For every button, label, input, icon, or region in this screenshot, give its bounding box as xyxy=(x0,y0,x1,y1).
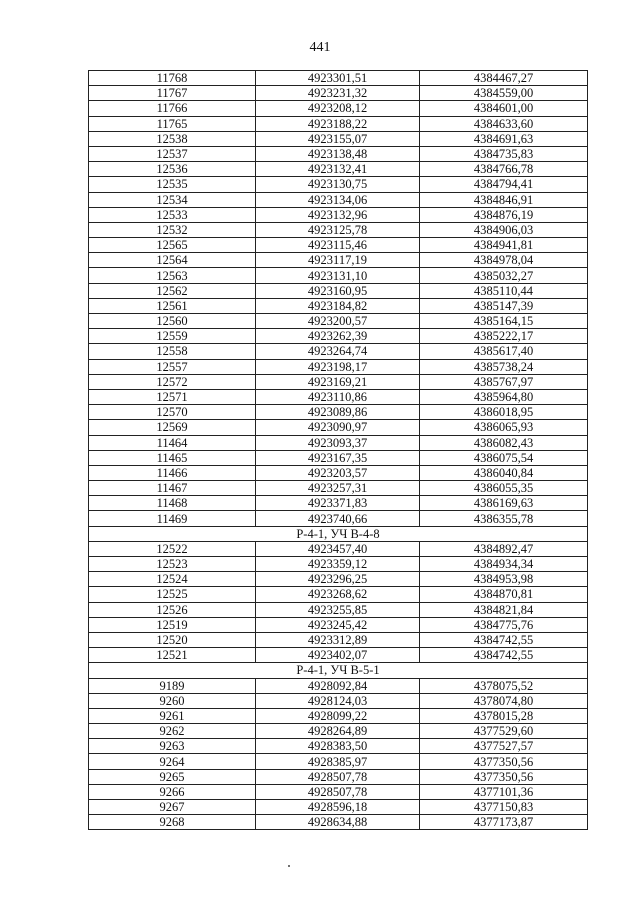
table-row xyxy=(89,800,588,815)
table-row xyxy=(89,101,588,116)
table-row xyxy=(89,238,588,253)
table-row xyxy=(89,557,588,572)
y-coordinate-cell: 4386040,84 xyxy=(420,465,588,480)
point-number-cell: 11469 xyxy=(89,511,256,526)
point-number-cell: 11466 xyxy=(89,465,256,480)
y-coordinate-cell: 4384821,84 xyxy=(420,602,588,617)
table-row xyxy=(89,784,588,799)
y-coordinate-cell: 4378015,28 xyxy=(420,708,588,723)
y-coordinate-cell: 4384559,00 xyxy=(420,86,588,101)
y-coordinate-cell: 4377101,36 xyxy=(420,784,588,799)
y-coordinate-cell: 4386082,43 xyxy=(420,435,588,450)
point-number-cell: 12535 xyxy=(89,177,256,192)
x-coordinate-cell: 4923301,51 xyxy=(256,71,420,86)
point-number-cell: 12571 xyxy=(89,389,256,404)
point-number-cell: 9264 xyxy=(89,754,256,769)
point-number-cell: 9267 xyxy=(89,800,256,815)
y-coordinate-cell: 4384601,00 xyxy=(420,101,588,116)
x-coordinate-cell: 4923268,62 xyxy=(256,587,420,602)
table-row xyxy=(89,511,588,526)
table-row xyxy=(89,131,588,146)
point-number-cell: 12520 xyxy=(89,632,256,647)
table-row xyxy=(89,71,588,86)
point-number-cell: 12526 xyxy=(89,602,256,617)
x-coordinate-cell: 4928383,50 xyxy=(256,739,420,754)
y-coordinate-cell: 4385767,97 xyxy=(420,374,588,389)
page-number: 441 xyxy=(309,40,331,55)
point-number-cell: 12560 xyxy=(89,314,256,329)
x-coordinate-cell: 4923169,21 xyxy=(256,374,420,389)
table-row xyxy=(89,678,588,693)
y-coordinate-cell: 4384467,27 xyxy=(420,71,588,86)
point-number-cell: 12524 xyxy=(89,572,256,587)
table-row xyxy=(89,450,588,465)
table-row xyxy=(89,177,588,192)
point-number-cell: 12565 xyxy=(89,238,256,253)
y-coordinate-cell: 4385617,40 xyxy=(420,344,588,359)
table-row xyxy=(89,769,588,784)
y-coordinate-cell: 4377529,60 xyxy=(420,724,588,739)
table-row xyxy=(89,298,588,313)
table-row xyxy=(89,86,588,101)
x-coordinate-cell: 4923208,12 xyxy=(256,101,420,116)
table-row xyxy=(89,146,588,161)
x-coordinate-cell: 4928596,18 xyxy=(256,800,420,815)
table-row xyxy=(89,632,588,647)
table-row xyxy=(89,693,588,708)
y-coordinate-cell: 4384870,81 xyxy=(420,587,588,602)
point-number-cell: 11765 xyxy=(89,116,256,131)
point-number-cell: 9268 xyxy=(89,815,256,830)
table-row xyxy=(89,496,588,511)
x-coordinate-cell: 4923155,07 xyxy=(256,131,420,146)
y-coordinate-cell: 4385738,24 xyxy=(420,359,588,374)
table-row xyxy=(89,359,588,374)
x-coordinate-cell: 4923132,41 xyxy=(256,162,420,177)
point-number-cell: 12532 xyxy=(89,222,256,237)
y-coordinate-cell: 4385110,44 xyxy=(420,283,588,298)
table-row xyxy=(89,572,588,587)
table-row xyxy=(89,420,588,435)
y-coordinate-cell: 4386355,78 xyxy=(420,511,588,526)
y-coordinate-cell: 4384794,41 xyxy=(420,177,588,192)
table-row xyxy=(89,648,588,663)
point-number-cell: 11767 xyxy=(89,86,256,101)
x-coordinate-cell: 4923262,39 xyxy=(256,329,420,344)
point-number-cell: 12558 xyxy=(89,344,256,359)
point-number-cell: 12523 xyxy=(89,557,256,572)
point-number-cell: 9260 xyxy=(89,693,256,708)
table-row xyxy=(89,162,588,177)
table-row xyxy=(89,253,588,268)
x-coordinate-cell: 4923457,40 xyxy=(256,541,420,556)
y-coordinate-cell: 4384906,03 xyxy=(420,222,588,237)
x-coordinate-cell: 4923359,12 xyxy=(256,557,420,572)
table-row xyxy=(89,587,588,602)
section-header-row xyxy=(89,526,588,541)
x-coordinate-cell: 4923257,31 xyxy=(256,481,420,496)
table-row xyxy=(89,617,588,632)
coordinates-table-body xyxy=(89,71,588,830)
y-coordinate-cell: 4384934,34 xyxy=(420,557,588,572)
y-coordinate-cell: 4378075,52 xyxy=(420,678,588,693)
x-coordinate-cell: 4923138,48 xyxy=(256,146,420,161)
coordinates-table xyxy=(88,70,588,830)
point-number-cell: 12537 xyxy=(89,146,256,161)
x-coordinate-cell: 4923131,10 xyxy=(256,268,420,283)
y-coordinate-cell: 4377350,56 xyxy=(420,754,588,769)
x-coordinate-cell: 4923198,17 xyxy=(256,359,420,374)
table-row xyxy=(89,708,588,723)
point-number-cell: 9263 xyxy=(89,739,256,754)
y-coordinate-cell: 4377350,56 xyxy=(420,769,588,784)
section-title: Р-4-1, УЧ В-4-8 xyxy=(89,526,588,541)
x-coordinate-cell: 4928385,97 xyxy=(256,754,420,769)
point-number-cell: 11468 xyxy=(89,496,256,511)
x-coordinate-cell: 4923188,22 xyxy=(256,116,420,131)
point-number-cell: 9266 xyxy=(89,784,256,799)
x-coordinate-cell: 4923264,74 xyxy=(256,344,420,359)
x-coordinate-cell: 4923093,37 xyxy=(256,435,420,450)
y-coordinate-cell: 4378074,80 xyxy=(420,693,588,708)
y-coordinate-cell: 4384775,76 xyxy=(420,617,588,632)
y-coordinate-cell: 4386065,93 xyxy=(420,420,588,435)
y-coordinate-cell: 4384953,98 xyxy=(420,572,588,587)
table-row xyxy=(89,602,588,617)
y-coordinate-cell: 4384876,19 xyxy=(420,207,588,222)
table-row xyxy=(89,374,588,389)
y-coordinate-cell: 4385222,17 xyxy=(420,329,588,344)
x-coordinate-cell: 4923200,57 xyxy=(256,314,420,329)
x-coordinate-cell: 4923115,46 xyxy=(256,238,420,253)
table-row xyxy=(89,465,588,480)
point-number-cell: 12521 xyxy=(89,648,256,663)
table-row xyxy=(89,283,588,298)
point-number-cell: 11465 xyxy=(89,450,256,465)
point-number-cell: 11766 xyxy=(89,101,256,116)
point-number-cell: 12569 xyxy=(89,420,256,435)
x-coordinate-cell: 4923132,96 xyxy=(256,207,420,222)
point-number-cell: 12534 xyxy=(89,192,256,207)
table-row xyxy=(89,116,588,131)
y-coordinate-cell: 4377527,57 xyxy=(420,739,588,754)
table-row xyxy=(89,435,588,450)
y-coordinate-cell: 4384941,81 xyxy=(420,238,588,253)
point-number-cell: 12572 xyxy=(89,374,256,389)
x-coordinate-cell: 4923110,86 xyxy=(256,389,420,404)
x-coordinate-cell: 4923402,07 xyxy=(256,648,420,663)
point-number-cell: 12533 xyxy=(89,207,256,222)
point-number-cell: 12570 xyxy=(89,405,256,420)
y-coordinate-cell: 4384735,83 xyxy=(420,146,588,161)
x-coordinate-cell: 4928507,78 xyxy=(256,784,420,799)
table-row xyxy=(89,329,588,344)
y-coordinate-cell: 4384742,55 xyxy=(420,648,588,663)
y-coordinate-cell: 4386055,35 xyxy=(420,481,588,496)
y-coordinate-cell: 4384633,60 xyxy=(420,116,588,131)
point-number-cell: 12519 xyxy=(89,617,256,632)
point-number-cell: 12522 xyxy=(89,541,256,556)
section-title: Р-4-1, УЧ В-5-1 xyxy=(89,663,588,678)
section-header-row xyxy=(89,663,588,678)
y-coordinate-cell: 4384846,91 xyxy=(420,192,588,207)
point-number-cell: 12559 xyxy=(89,329,256,344)
table-row xyxy=(89,207,588,222)
table-row xyxy=(89,739,588,754)
y-coordinate-cell: 4384766,78 xyxy=(420,162,588,177)
y-coordinate-cell: 4377150,83 xyxy=(420,800,588,815)
y-coordinate-cell: 4386169,63 xyxy=(420,496,588,511)
point-number-cell: 11768 xyxy=(89,71,256,86)
x-coordinate-cell: 4928264,89 xyxy=(256,724,420,739)
x-coordinate-cell: 4923160,95 xyxy=(256,283,420,298)
y-coordinate-cell: 4385964,80 xyxy=(420,389,588,404)
x-coordinate-cell: 4923312,89 xyxy=(256,632,420,647)
y-coordinate-cell: 4384892,47 xyxy=(420,541,588,556)
y-coordinate-cell: 4384742,55 xyxy=(420,632,588,647)
point-number-cell: 12563 xyxy=(89,268,256,283)
x-coordinate-cell: 4928634,88 xyxy=(256,815,420,830)
x-coordinate-cell: 4928124,03 xyxy=(256,693,420,708)
table-row xyxy=(89,389,588,404)
x-coordinate-cell: 4923231,32 xyxy=(256,86,420,101)
x-coordinate-cell: 4928099,22 xyxy=(256,708,420,723)
y-coordinate-cell: 4386018,95 xyxy=(420,405,588,420)
x-coordinate-cell: 4928092,84 xyxy=(256,678,420,693)
x-coordinate-cell: 4923090,97 xyxy=(256,420,420,435)
y-coordinate-cell: 4385164,15 xyxy=(420,314,588,329)
x-coordinate-cell: 4923740,66 xyxy=(256,511,420,526)
y-coordinate-cell: 4385147,39 xyxy=(420,298,588,313)
x-coordinate-cell: 4923130,75 xyxy=(256,177,420,192)
point-number-cell: 11467 xyxy=(89,481,256,496)
point-number-cell: 12538 xyxy=(89,131,256,146)
x-coordinate-cell: 4923245,42 xyxy=(256,617,420,632)
y-coordinate-cell: 4384691,63 xyxy=(420,131,588,146)
point-number-cell: 12525 xyxy=(89,587,256,602)
x-coordinate-cell: 4923167,35 xyxy=(256,450,420,465)
point-number-cell: 11464 xyxy=(89,435,256,450)
point-number-cell: 12557 xyxy=(89,359,256,374)
x-coordinate-cell: 4923255,85 xyxy=(256,602,420,617)
x-coordinate-cell: 4923125,78 xyxy=(256,222,420,237)
point-number-cell: 12562 xyxy=(89,283,256,298)
point-number-cell: 9261 xyxy=(89,708,256,723)
point-number-cell: 12536 xyxy=(89,162,256,177)
y-coordinate-cell: 4386075,54 xyxy=(420,450,588,465)
x-coordinate-cell: 4923296,25 xyxy=(256,572,420,587)
y-coordinate-cell: 4384978,04 xyxy=(420,253,588,268)
x-coordinate-cell: 4923134,06 xyxy=(256,192,420,207)
table-row xyxy=(89,314,588,329)
point-number-cell: 9189 xyxy=(89,678,256,693)
point-number-cell: 9265 xyxy=(89,769,256,784)
y-coordinate-cell: 4385032,27 xyxy=(420,268,588,283)
point-number-cell: 12564 xyxy=(89,253,256,268)
table-row xyxy=(89,192,588,207)
x-coordinate-cell: 4923089,86 xyxy=(256,405,420,420)
x-coordinate-cell: 4928507,78 xyxy=(256,769,420,784)
point-number-cell: 9262 xyxy=(89,724,256,739)
point-number-cell: 12561 xyxy=(89,298,256,313)
y-coordinate-cell: 4377173,87 xyxy=(420,815,588,830)
table-row xyxy=(89,815,588,830)
table-row xyxy=(89,541,588,556)
x-coordinate-cell: 4923371,83 xyxy=(256,496,420,511)
x-coordinate-cell: 4923184,82 xyxy=(256,298,420,313)
table-row xyxy=(89,344,588,359)
table-row xyxy=(89,405,588,420)
page-dot xyxy=(288,865,290,867)
table-row xyxy=(89,481,588,496)
x-coordinate-cell: 4923203,57 xyxy=(256,465,420,480)
x-coordinate-cell: 4923117,19 xyxy=(256,253,420,268)
table-row xyxy=(89,724,588,739)
table-row xyxy=(89,268,588,283)
table-row xyxy=(89,222,588,237)
table-row xyxy=(89,754,588,769)
